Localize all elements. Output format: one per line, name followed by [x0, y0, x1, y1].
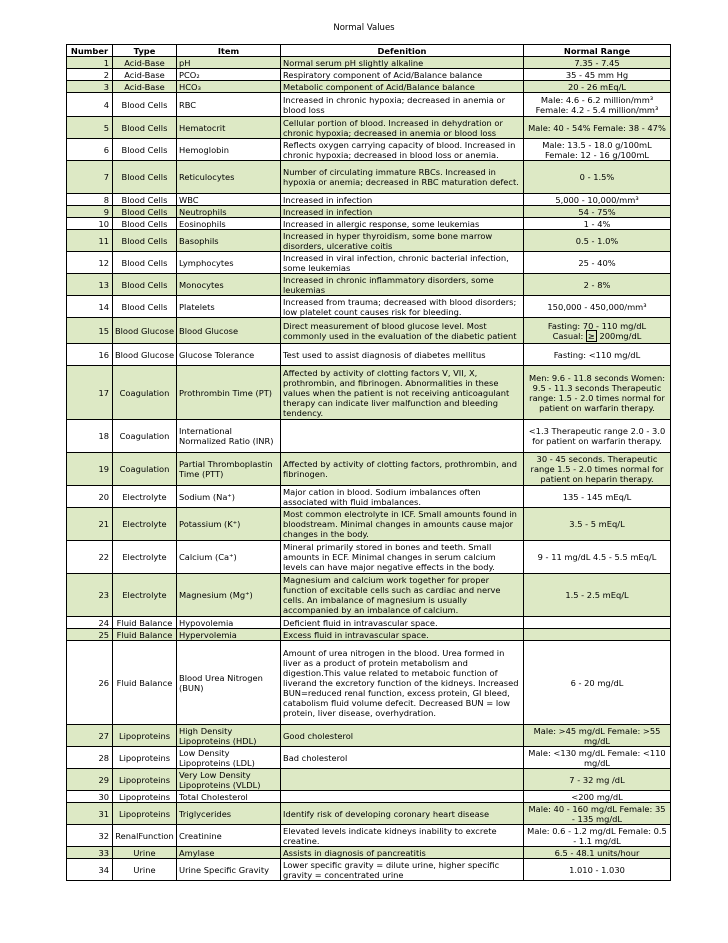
cell-number: 8 — [67, 194, 113, 206]
cell-definition — [281, 420, 524, 453]
cell-number: 9 — [67, 206, 113, 218]
cell-item: Triglycerides — [177, 803, 281, 825]
cell-number: 32 — [67, 825, 113, 847]
cell-type: Lipoproteins — [113, 803, 177, 825]
cell-item: Neutrophils — [177, 206, 281, 218]
cell-definition: Cellular portion of blood. Increased in dehydration or chronic hypoxia; decreased in anemia or blood loss — [281, 117, 524, 139]
cell-type: Acid-Base — [113, 81, 177, 93]
table-row — [67, 803, 671, 825]
cell-item: Reticulocytes — [177, 161, 281, 194]
cell-item: PCO₂ — [177, 69, 281, 81]
cell-normal-range: 6 - 20 mg/dL — [524, 641, 671, 725]
cell-number: 18 — [67, 420, 113, 453]
table-row — [67, 161, 671, 194]
table-row — [67, 366, 671, 420]
table-row — [67, 453, 671, 486]
cell-normal-range: 9 - 11 mg/dL 4.5 - 5.5 mEq/L — [524, 541, 671, 574]
cell-type: Urine — [113, 847, 177, 859]
table-header-row — [67, 45, 671, 57]
table-row — [67, 194, 671, 206]
table-row — [67, 117, 671, 139]
cell-normal-range: Male: 4.6 - 6.2 million/mm³ Female: 4.2 - 5.4 million/mm³ — [524, 93, 671, 117]
cell-definition: Increased from trauma; decreased with blood disorders; low platelet count causes risk for bleeding. — [281, 296, 524, 318]
table-row — [67, 69, 671, 81]
cell-number: 22 — [67, 541, 113, 574]
cell-item: Amylase — [177, 847, 281, 859]
cell-number: 11 — [67, 230, 113, 252]
cell-item: Urine Specific Gravity — [177, 859, 281, 881]
cell-number: 21 — [67, 508, 113, 541]
cell-item: Platelets — [177, 296, 281, 318]
cell-definition: Increased in chronic hypoxia; decreased in anemia or blood loss — [281, 93, 524, 117]
cell-normal-range: 135 - 145 mEq/L — [524, 486, 671, 508]
header-type: Type — [113, 45, 177, 57]
cell-type: Lipoproteins — [113, 769, 177, 791]
range-casual — [526, 331, 668, 341]
cell-item: Low Density Lipoproteins (LDL) — [177, 747, 281, 769]
table-row — [67, 629, 671, 641]
cell-number: 20 — [67, 486, 113, 508]
range-casual-label: Casual: — [552, 330, 586, 341]
cell-definition — [281, 791, 524, 803]
cell-item: International Normalized Ratio (INR) — [177, 420, 281, 453]
cell-number: 5 — [67, 117, 113, 139]
header-normal-range: Normal Range — [524, 45, 671, 57]
cell-number: 2 — [67, 69, 113, 81]
cell-normal-range: 25 - 40% — [524, 252, 671, 274]
cell-number: 15 — [67, 318, 113, 344]
cell-item: Partial Thromboplastin Time (PTT) — [177, 453, 281, 486]
cell-definition: Respiratory component of Acid/Balance balance — [281, 69, 524, 81]
cell-definition: Amount of urea nitrogen in the blood. Urea formed in liver as a product of protein metabolism and digestion.This value related to metaboic function of liverand the excretory function of the kidneys. Increased BUN=reduced renal function, excess protein, GI bleed, catabolism fluid volume defecit. Decreased BUN = low protein, liver disease, overhydration. — [281, 641, 524, 725]
cell-number: 24 — [67, 617, 113, 629]
cell-type: Blood Cells — [113, 274, 177, 296]
table-row — [67, 139, 671, 161]
table-row — [67, 93, 671, 117]
cell-type: Coagulation — [113, 453, 177, 486]
cell-type: Coagulation — [113, 420, 177, 453]
table-row — [67, 230, 671, 252]
cell-normal-range: 1 - 4% — [524, 218, 671, 230]
cell-item: Calcium (Ca⁺) — [177, 541, 281, 574]
range-casual-symbol: ≥ — [587, 330, 595, 341]
cell-normal-range: Male: 40 - 160 mg/dL Female: 35 - 135 mg/dL — [524, 803, 671, 825]
cell-definition: Increased in infection — [281, 194, 524, 206]
range-casual-value: 200mg/dL — [596, 330, 642, 341]
cell-normal-range: <200 mg/dL — [524, 791, 671, 803]
cell-normal-range: 7 - 32 mg /dL — [524, 769, 671, 791]
cell-normal-range: 150,000 - 450,000/mm³ — [524, 296, 671, 318]
cell-number: 13 — [67, 274, 113, 296]
cell-number: 1 — [67, 57, 113, 69]
cell-item: Blood Glucose — [177, 318, 281, 344]
header-number: Number — [67, 45, 113, 57]
table-row — [67, 859, 671, 881]
cell-number: 3 — [67, 81, 113, 93]
cell-definition: Reflects oxygen carrying capacity of blood. Increased in chronic hypoxia; decreased in blood loss or anemia. — [281, 139, 524, 161]
cell-type: RenalFunction — [113, 825, 177, 847]
cell-number: 25 — [67, 629, 113, 641]
cell-number: 16 — [67, 344, 113, 366]
page-title: Normal Values — [333, 23, 395, 33]
table-row — [67, 296, 671, 318]
cell-type: Electrolyte — [113, 541, 177, 574]
cell-normal-range: Fasting: <110 mg/dL — [524, 344, 671, 366]
table-row — [67, 206, 671, 218]
table-row — [67, 420, 671, 453]
table-row — [67, 318, 671, 344]
table-row — [67, 252, 671, 274]
cell-item: Blood Urea Nitrogen (BUN) — [177, 641, 281, 725]
cell-type: Fluid Balance — [113, 617, 177, 629]
cell-type: Blood Cells — [113, 218, 177, 230]
cell-number: 17 — [67, 366, 113, 420]
cell-definition: Metabolic component of Acid/Balance balance — [281, 81, 524, 93]
cell-item: Basophils — [177, 230, 281, 252]
cell-item: Hypovolemia — [177, 617, 281, 629]
cell-definition: Affected by activity of clotting factors, prothrombin, and fibrinogen. — [281, 453, 524, 486]
cell-number: 30 — [67, 791, 113, 803]
cell-type: Blood Cells — [113, 161, 177, 194]
cell-number: 6 — [67, 139, 113, 161]
cell-definition: Increased in hyper thyroidism, some bone marrow disorders, ulcerative coitis — [281, 230, 524, 252]
cell-type: Blood Cells — [113, 296, 177, 318]
cell-item: Total Cholesterol — [177, 791, 281, 803]
cell-normal-range: Men: 9.6 - 11.8 seconds Women: 9.5 - 11.3 seconds Therapeutic range: 1.5 - 2.0 times normal for patient on warfarin therapy. — [524, 366, 671, 420]
cell-definition: Direct measurement of blood glucose level. Most commonly used in the evaluation of the diabetic patient — [281, 318, 524, 344]
cell-number: 26 — [67, 641, 113, 725]
cell-definition — [281, 769, 524, 791]
cell-definition: Major cation in blood. Sodium imbalances often associated with fluid imbalances. — [281, 486, 524, 508]
cell-normal-range: 30 - 45 seconds. Therapeutic range 1.5 - 2.0 times normal for patient on heparin therapy. — [524, 453, 671, 486]
cell-item: Monocytes — [177, 274, 281, 296]
cell-normal-range: 1.5 - 2.5 mEq/L — [524, 574, 671, 617]
table-row — [67, 825, 671, 847]
cell-type: Electrolyte — [113, 508, 177, 541]
cell-type: Electrolyte — [113, 574, 177, 617]
cell-number: 28 — [67, 747, 113, 769]
table-row — [67, 847, 671, 859]
cell-definition: Most common electrolyte in ICF. Small amounts found in bloodstream. Minimal changes in amounts cause major changes in the body. — [281, 508, 524, 541]
cell-normal-range: 2 - 8% — [524, 274, 671, 296]
cell-normal-range: Male: 13.5 - 18.0 g/100mL Female: 12 - 16 g/100mL — [524, 139, 671, 161]
cell-normal-range: 3.5 - 5 mEq/L — [524, 508, 671, 541]
table-row — [67, 486, 671, 508]
table-row — [67, 218, 671, 230]
cell-definition: Affected by activity of clotting factors V, VII, X, prothrombin, and fibrinogen. Abnormalities in these values when the patient is not receiving anticoagulant therapy can indicate liver malfunction and bleeding tendency. — [281, 366, 524, 420]
cell-number: 7 — [67, 161, 113, 194]
cell-item: Very Low Density Lipoproteins (VLDL) — [177, 769, 281, 791]
cell-number: 4 — [67, 93, 113, 117]
cell-type: Lipoproteins — [113, 791, 177, 803]
cell-number: 27 — [67, 725, 113, 747]
table-row — [67, 769, 671, 791]
cell-item: RBC — [177, 93, 281, 117]
cell-definition: Deficient fluid in intravascular space. — [281, 617, 524, 629]
cell-number: 33 — [67, 847, 113, 859]
header-definition: Defenition — [281, 45, 524, 57]
cell-definition: Increased in viral infection, chronic bacterial infection, some leukemias — [281, 252, 524, 274]
cell-item: Hematocrit — [177, 117, 281, 139]
cell-number: 23 — [67, 574, 113, 617]
table-row — [67, 274, 671, 296]
cell-normal-range: 20 - 26 mEq/L — [524, 81, 671, 93]
cell-normal-range: 5,000 - 10,000/mm³ — [524, 194, 671, 206]
cell-type: Fluid Balance — [113, 629, 177, 641]
table-row — [67, 57, 671, 69]
table-row — [67, 747, 671, 769]
cell-type: Coagulation — [113, 366, 177, 420]
cell-definition: Bad cholesterol — [281, 747, 524, 769]
cell-item: Creatinine — [177, 825, 281, 847]
cell-definition: Identify risk of developing coronary heart disease — [281, 803, 524, 825]
cell-item: Sodium (Na⁺) — [177, 486, 281, 508]
cell-normal-range: Male: >45 mg/dL Female: >55 mg/dL — [524, 725, 671, 747]
cell-definition: Magnesium and calcium work together for proper function of excitable cells such as cardiac and nerve cells. An imbalance of magnesium is usually accompanied by an imbalance of calcium. — [281, 574, 524, 617]
cell-item: High Density Lipoproteins (HDL) — [177, 725, 281, 747]
cell-item: Lymphocytes — [177, 252, 281, 274]
table-row — [67, 641, 671, 725]
cell-definition: Normal serum pH slightly alkaline — [281, 57, 524, 69]
cell-item: Magnesium (Mg⁺) — [177, 574, 281, 617]
cell-normal-range — [524, 318, 671, 344]
cell-normal-range: 0 - 1.5% — [524, 161, 671, 194]
cell-item: Glucose Tolerance — [177, 344, 281, 366]
table-body — [67, 57, 671, 881]
cell-type: Blood Glucose — [113, 344, 177, 366]
cell-item: HCO₃ — [177, 81, 281, 93]
cell-number: 34 — [67, 859, 113, 881]
cell-type: Blood Cells — [113, 206, 177, 218]
cell-type: Blood Cells — [113, 194, 177, 206]
cell-type: Blood Cells — [113, 230, 177, 252]
cell-type: Acid-Base — [113, 69, 177, 81]
cell-type: Lipoproteins — [113, 747, 177, 769]
cell-definition: Increased in infection — [281, 206, 524, 218]
cell-definition: Number of circulating immature RBCs. Increased in hypoxia or anemia; decreased in RBC maturation defect. — [281, 161, 524, 194]
cell-item: Hemoglobin — [177, 139, 281, 161]
table-row — [67, 617, 671, 629]
cell-type: Fluid Balance — [113, 641, 177, 725]
cell-definition: Mineral primarily stored in bones and teeth. Small amounts in ECF. Minimal changes in serum calcium levels can have major negative effects in the body. — [281, 541, 524, 574]
cell-normal-range: 1.010 - 1.030 — [524, 859, 671, 881]
cell-definition: Test used to assist diagnosis of diabetes mellitus — [281, 344, 524, 366]
cell-number: 12 — [67, 252, 113, 274]
cell-normal-range — [524, 617, 671, 629]
cell-type: Acid-Base — [113, 57, 177, 69]
cell-type: Blood Cells — [113, 252, 177, 274]
table-row — [67, 541, 671, 574]
table-row — [67, 508, 671, 541]
table-row — [67, 81, 671, 93]
cell-item: Potassium (K⁺) — [177, 508, 281, 541]
cell-item: WBC — [177, 194, 281, 206]
cell-type: Lipoproteins — [113, 725, 177, 747]
cell-definition: Increased in allergic response, some leukemias — [281, 218, 524, 230]
cell-definition: Excess fluid in intravascular space. — [281, 629, 524, 641]
cell-normal-range: <1.3 Therapeutic range 2.0 - 3.0 for patient on warfarin therapy. — [524, 420, 671, 453]
cell-normal-range: 54 - 75% — [524, 206, 671, 218]
table-row — [67, 725, 671, 747]
cell-normal-range: 7.35 - 7.45 — [524, 57, 671, 69]
cell-type: Urine — [113, 859, 177, 881]
cell-type: Blood Cells — [113, 117, 177, 139]
cell-number: 29 — [67, 769, 113, 791]
cell-item: Hypervolemia — [177, 629, 281, 641]
cell-definition: Good cholesterol — [281, 725, 524, 747]
cell-type: Electrolyte — [113, 486, 177, 508]
cell-normal-range: Male: <130 mg/dL Female: <110 mg/dL — [524, 747, 671, 769]
cell-normal-range: Male: 40 - 54% Female: 38 - 47% — [524, 117, 671, 139]
cell-normal-range: 0.5 - 1.0% — [524, 230, 671, 252]
range-fasting: Fasting: 70 - 110 mg/dL — [547, 320, 647, 331]
cell-type: Blood Cells — [113, 93, 177, 117]
table-row — [67, 344, 671, 366]
cell-definition: Increased in chronic inflammatory disorders, some leukemias — [281, 274, 524, 296]
cell-type: Blood Cells — [113, 139, 177, 161]
cell-item: pH — [177, 57, 281, 69]
cell-normal-range — [524, 629, 671, 641]
cell-definition: Elevated levels indicate kidneys inability to excrete creatine. — [281, 825, 524, 847]
cell-normal-range: 6.5 - 48.1 units/hour — [524, 847, 671, 859]
cell-item: Eosinophils — [177, 218, 281, 230]
table-row — [67, 574, 671, 617]
header-item: Item — [177, 45, 281, 57]
cell-number: 31 — [67, 803, 113, 825]
table-row — [67, 791, 671, 803]
cell-number: 19 — [67, 453, 113, 486]
cell-definition: Assists in diagnosis of pancreatitis — [281, 847, 524, 859]
cell-number: 10 — [67, 218, 113, 230]
cell-number: 14 — [67, 296, 113, 318]
normal-values-table — [66, 44, 671, 881]
cell-definition: Lower specific gravity = dilute urine, higher specific gravity = concentrated urine — [281, 859, 524, 881]
cell-normal-range: Male: 0.6 - 1.2 mg/dL Female: 0.5 - 1.1 mg/dL — [524, 825, 671, 847]
cell-item: Prothrombin Time (PT) — [177, 366, 281, 420]
cell-type: Blood Glucose — [113, 318, 177, 344]
cell-normal-range: 35 - 45 mm Hg — [524, 69, 671, 81]
